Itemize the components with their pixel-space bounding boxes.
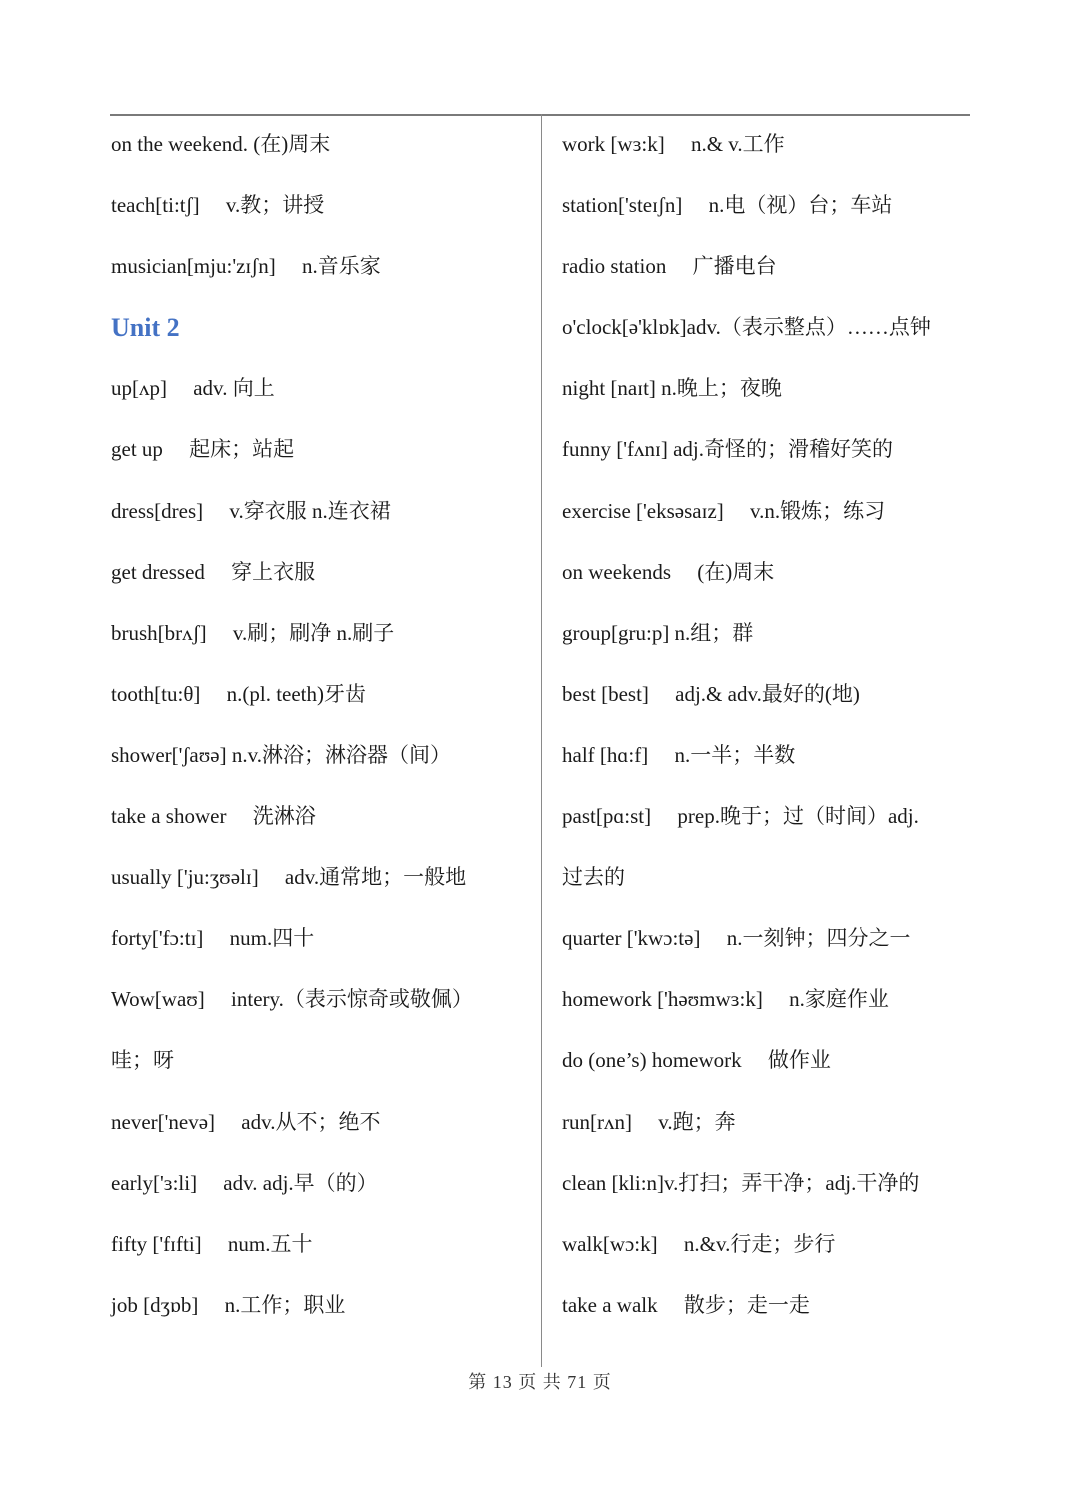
- vocab-row: 哇；呀: [111, 1048, 174, 1073]
- vocab-row: usually ['ju:ʒʊəlɪ] adv.通常地；一般地: [111, 865, 467, 890]
- vocab-row: station['steɪʃn] n.电（视）台；车站: [562, 193, 893, 218]
- left-column: [111, 114, 535, 1336]
- vocab-row: forty['fɔ:tɪ] num.四十: [111, 926, 315, 951]
- vocab-row: take a shower 洗淋浴: [111, 804, 316, 829]
- vocab-row: quarter ['kwɔ:tə] n.一刻钟；四分之一: [562, 926, 911, 951]
- vocab-row: past[pɑ:st] prep.晚于；过（时间）adj.: [562, 804, 919, 829]
- vocab-row: up[ʌp] adv. 向上: [111, 376, 275, 401]
- vocab-row: job [dʒɒb] n.工作；职业: [111, 1292, 346, 1317]
- vocab-row: on weekends (在)周末: [562, 559, 775, 584]
- vocab-row: get dressed 穿上衣服: [111, 559, 316, 584]
- vocab-row: get up 起床；站起: [111, 437, 295, 462]
- vocab-row: on the weekend. (在)周末: [111, 132, 331, 156]
- vocab-row: 过去的: [562, 865, 625, 890]
- vocab-row: Wow[waʊ] intery.（表示惊奇或敬佩）: [111, 987, 473, 1012]
- vocab-row: exercise ['eksəsaɪz] v.n.锻炼；练习: [562, 498, 886, 523]
- vocab-row: brush[brʌʃ] v.刷；刷净 n.刷子: [111, 620, 395, 645]
- vocab-row: run[rʌn] v.跑；奔: [562, 1109, 736, 1134]
- vocab-row: walk[wɔ:k] n.&v.行走；步行: [562, 1231, 836, 1256]
- vocab-row: o'clock[ə'klɒk]adv.（表示整点）……点钟: [562, 315, 931, 340]
- right-column: [562, 114, 1074, 1336]
- vocab-row: do (one’s) homework 做作业: [562, 1048, 831, 1073]
- vocab-row: fifty ['fɪfti] num.五十: [111, 1231, 313, 1256]
- vocab-row: work [wɜ:k] n.& v.工作: [562, 132, 785, 156]
- vocab-row: musician[mju:'zɪʃn] n.音乐家: [111, 254, 381, 279]
- vocab-row: teach[ti:tʃ] v.教；讲授: [111, 193, 325, 218]
- vocab-row: early['ɜ:li] adv. adj.早（的）: [111, 1170, 378, 1195]
- unit-heading: Unit 2: [111, 313, 180, 343]
- vocab-row: take a walk 散步；走一走: [562, 1292, 810, 1317]
- vocab-row: dress[dres] v.穿衣服 n.连衣裙: [111, 498, 391, 523]
- vocab-row: radio station 广播电台: [562, 254, 777, 279]
- vocab-row: clean [kli:n]v.打扫；弄干净；adj.干净的: [562, 1170, 920, 1195]
- vocab-row: night [naɪt] n.晚上；夜晚: [562, 376, 782, 401]
- column-divider: [541, 114, 542, 1367]
- vocab-row: best [best] adj.& adv.最好的(地): [562, 681, 860, 706]
- vocab-row: funny ['fʌnɪ] adj.奇怪的；滑稽好笑的: [562, 437, 893, 462]
- vocab-row: half [hɑ:f] n.一半；半数: [562, 742, 796, 767]
- vocab-row: tooth[tu:θ] n.(pl. teeth)牙齿: [111, 681, 367, 706]
- vocab-row: never['nevə] adv.从不；绝不: [111, 1109, 381, 1134]
- vocab-row: group[gru:p] n.组；群: [562, 620, 754, 645]
- page-footer: 第 13 页 共 71 页: [468, 1372, 612, 1392]
- vocab-row: homework ['həʊmwɜ:k] n.家庭作业: [562, 987, 889, 1012]
- vocab-row: shower['ʃaʊə] n.v.淋浴；淋浴器（间）: [111, 742, 451, 767]
